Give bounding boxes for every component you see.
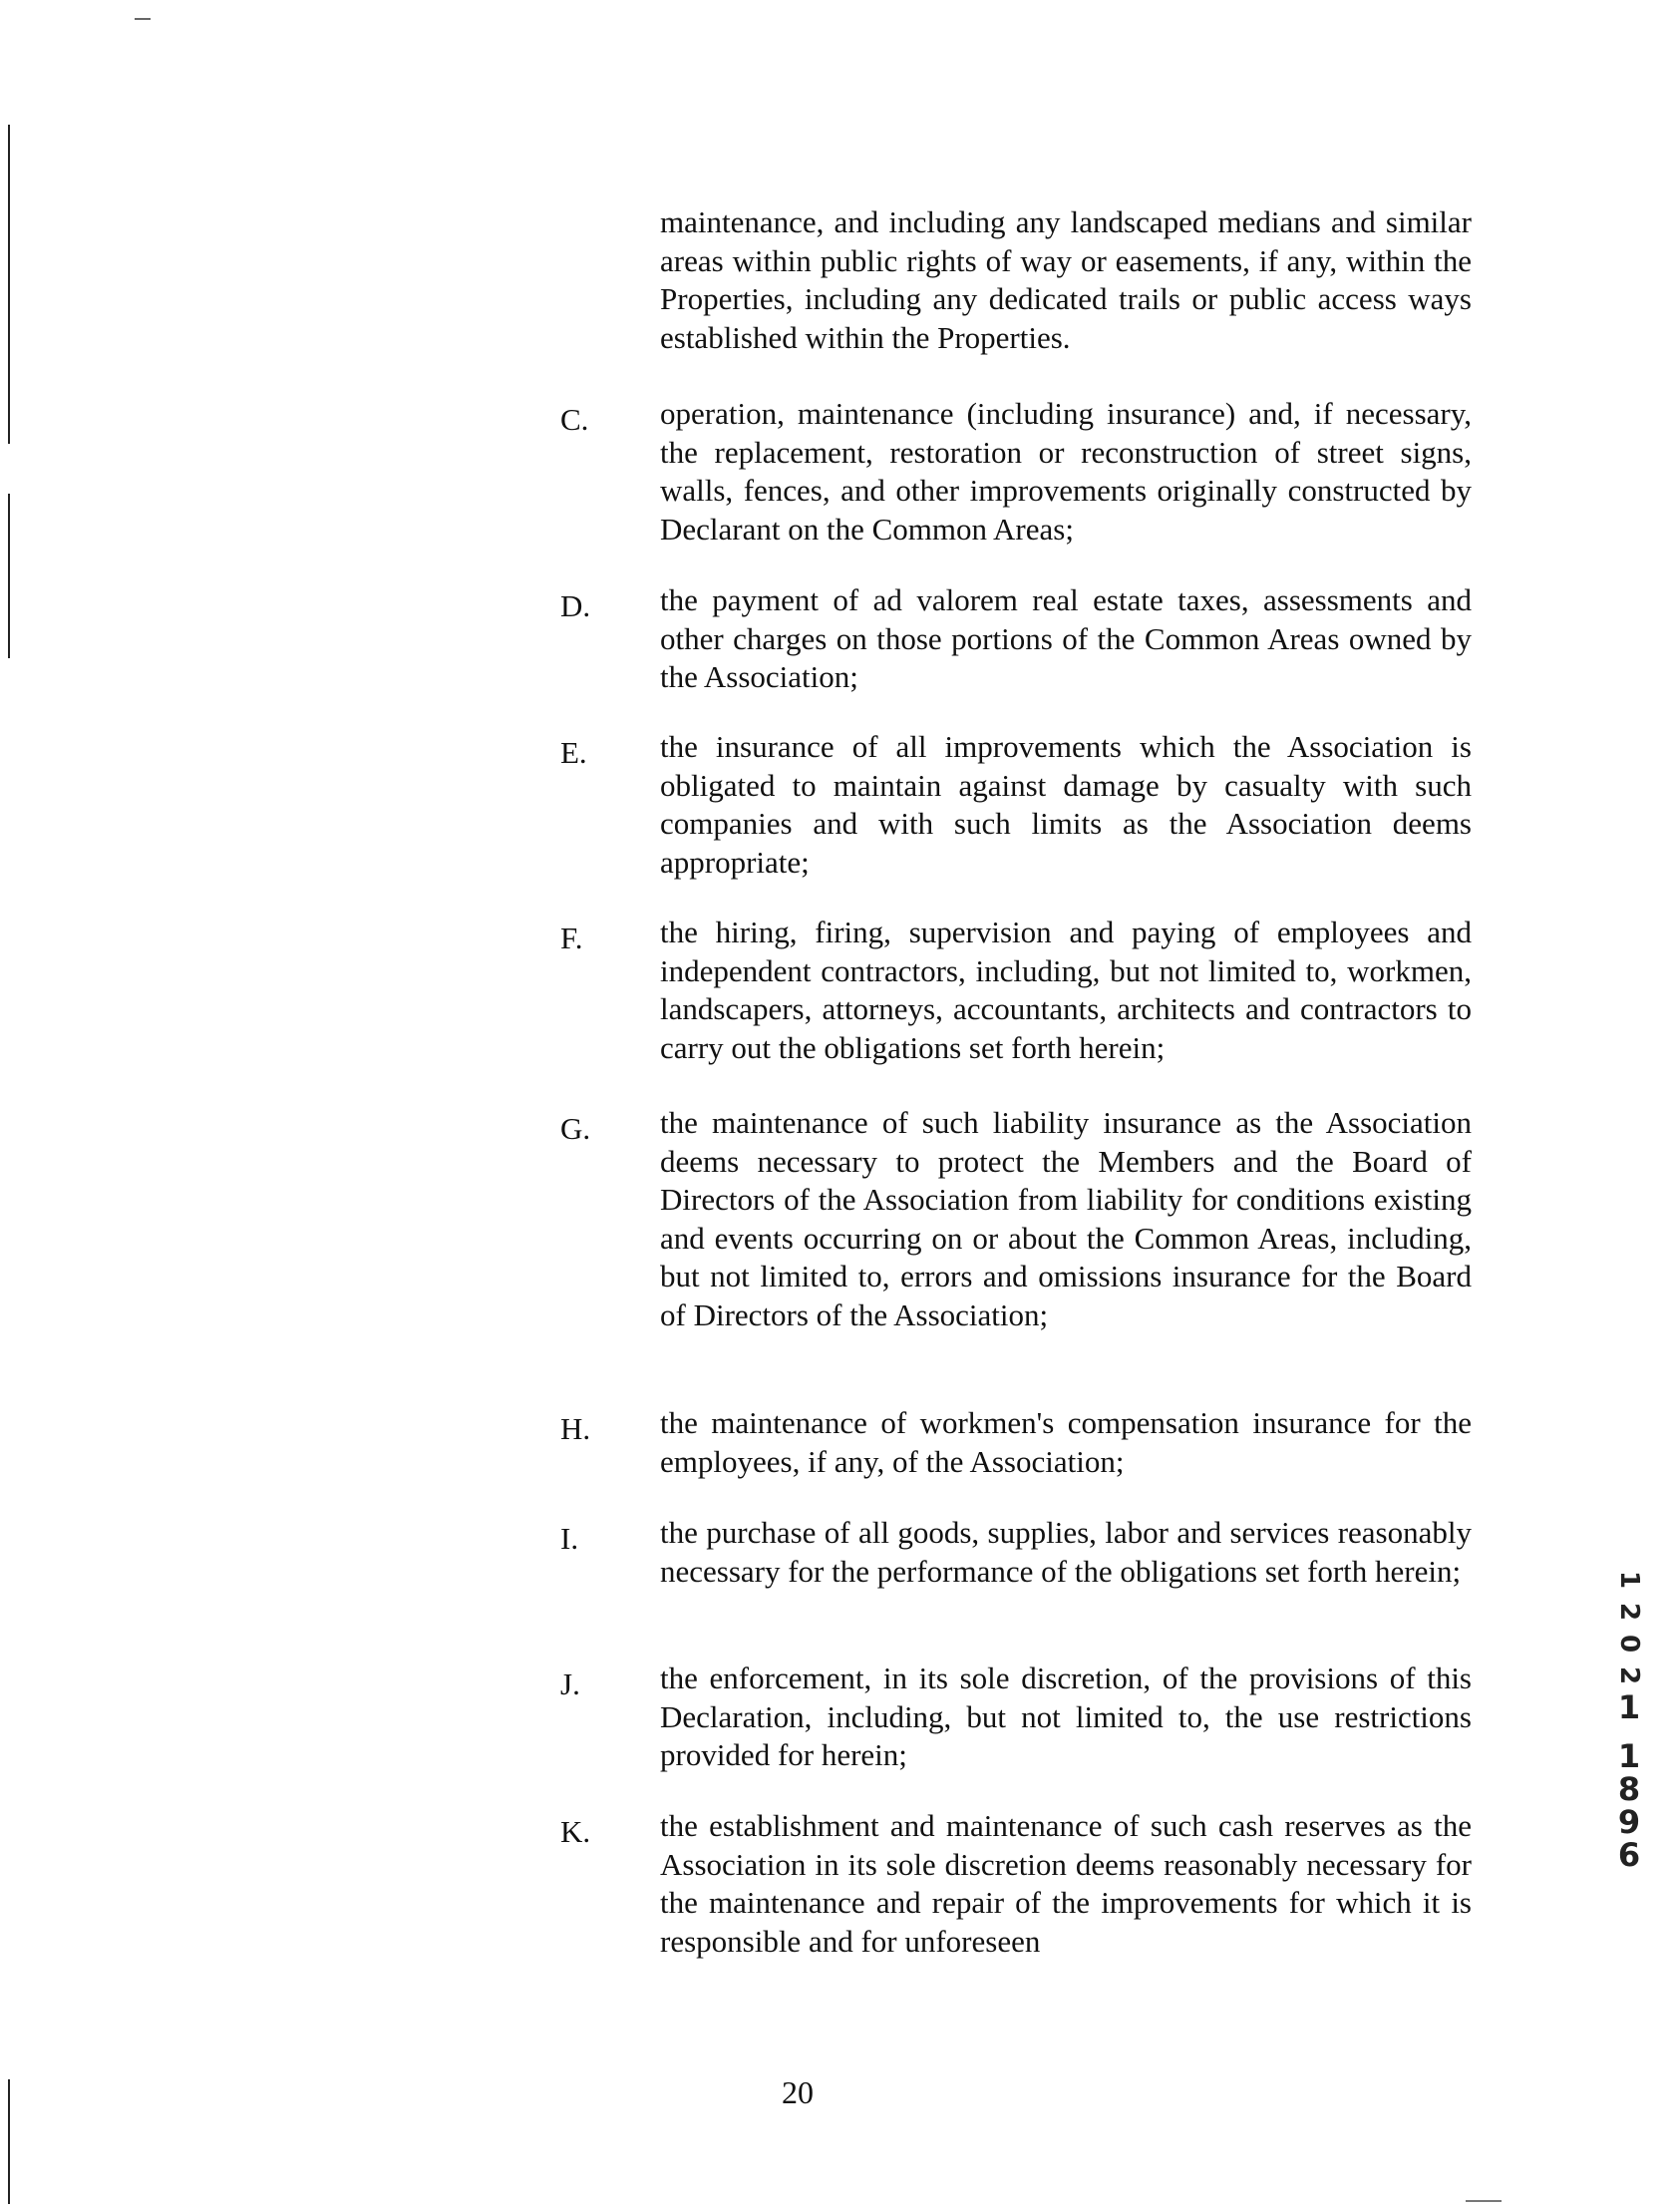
item-letter: D. <box>560 588 591 623</box>
stamp-digit: 9 <box>1617 1803 1641 1841</box>
item-letter: I. <box>560 1521 579 1556</box>
item-text: the purchase of all goods, supplies, labor and services reasonably necessary for the performance of the obligations set forth herein; <box>660 1515 1472 1589</box>
item-text: operation, maintenance (including insurance) and, if necessary, the replacement, restoration or reconstruction of street signs, walls, fences, and other improvements originally constructed by Declarant on the Common Areas; <box>660 396 1472 547</box>
item-letter: E. <box>560 735 587 770</box>
item-text: the insurance of all improvements which the Association is obligated to maintain against damage by casualty with such companies and with such limits as the Association deems appropriate; <box>660 729 1472 880</box>
stamp-digit: 1 <box>1617 1688 1641 1726</box>
stamp-digit: 0 <box>1614 1634 1644 1654</box>
stamp-digit: 8 <box>1617 1770 1641 1808</box>
item-letter: H. <box>560 1411 591 1446</box>
scan-mark <box>1466 2200 1502 2202</box>
item-text: the maintenance of such liability insurance as the Association deems necessary to protect the Members and the Board of Directors of the Association from liability for conditions existing and events occurring on or about the Common Areas, including, but not limited to, errors and omissions insurance for the Board of Directors of the Association; <box>660 1105 1472 1332</box>
stamp-digit: 1 <box>1617 1737 1641 1775</box>
item-letter: K. <box>560 1814 591 1849</box>
stamp-digit: 2 <box>1614 1665 1644 1685</box>
continuation-paragraph: maintenance, and including any landscaped medians and similar areas within public rights of way or easements, if any, within the Properties, including any dedicated trails or public access ways established within the Properties. <box>660 204 1472 355</box>
scan-edge-line <box>8 125 10 444</box>
item-text: the establishment and maintenance of such cash reserves as the Association in its sole discretion deems reasonably necessary for the maintenance and repair of the improvements for which it is responsible and for unforeseen <box>660 1808 1472 1959</box>
item-letter: G. <box>560 1111 591 1146</box>
scan-mark <box>135 18 151 20</box>
stamp-digit: 6 <box>1617 1836 1641 1874</box>
item-text: the payment of ad valorem real estate taxes, assessments and other charges on those portions of the Common Areas owned by the Association; <box>660 582 1472 694</box>
stamp-digit: 1 <box>1614 1570 1644 1590</box>
recording-stamp <box>1609 1564 1649 1872</box>
item-text: the enforcement, in its sole discretion, of the provisions of this Declaration, including, but not limited to, the use restrictions provided for herein; <box>660 1660 1472 1772</box>
stamp-digit: 2 <box>1614 1602 1644 1622</box>
item-letter: C. <box>560 402 589 437</box>
item-text: the hiring, firing, supervision and paying of employees and independent contractors, including, but not limited to, workmen, landscapers, attorneys, accountants, architects and contractors to carry out the obligations set forth herein; <box>660 915 1472 1065</box>
item-letter: J. <box>560 1666 580 1701</box>
page-number: 20 <box>782 2074 814 2110</box>
item-text: the maintenance of workmen's compensation insurance for the employees, if any, of the Association; <box>660 1405 1472 1479</box>
scan-edge-line <box>8 494 10 658</box>
item-letter: F. <box>560 921 583 955</box>
